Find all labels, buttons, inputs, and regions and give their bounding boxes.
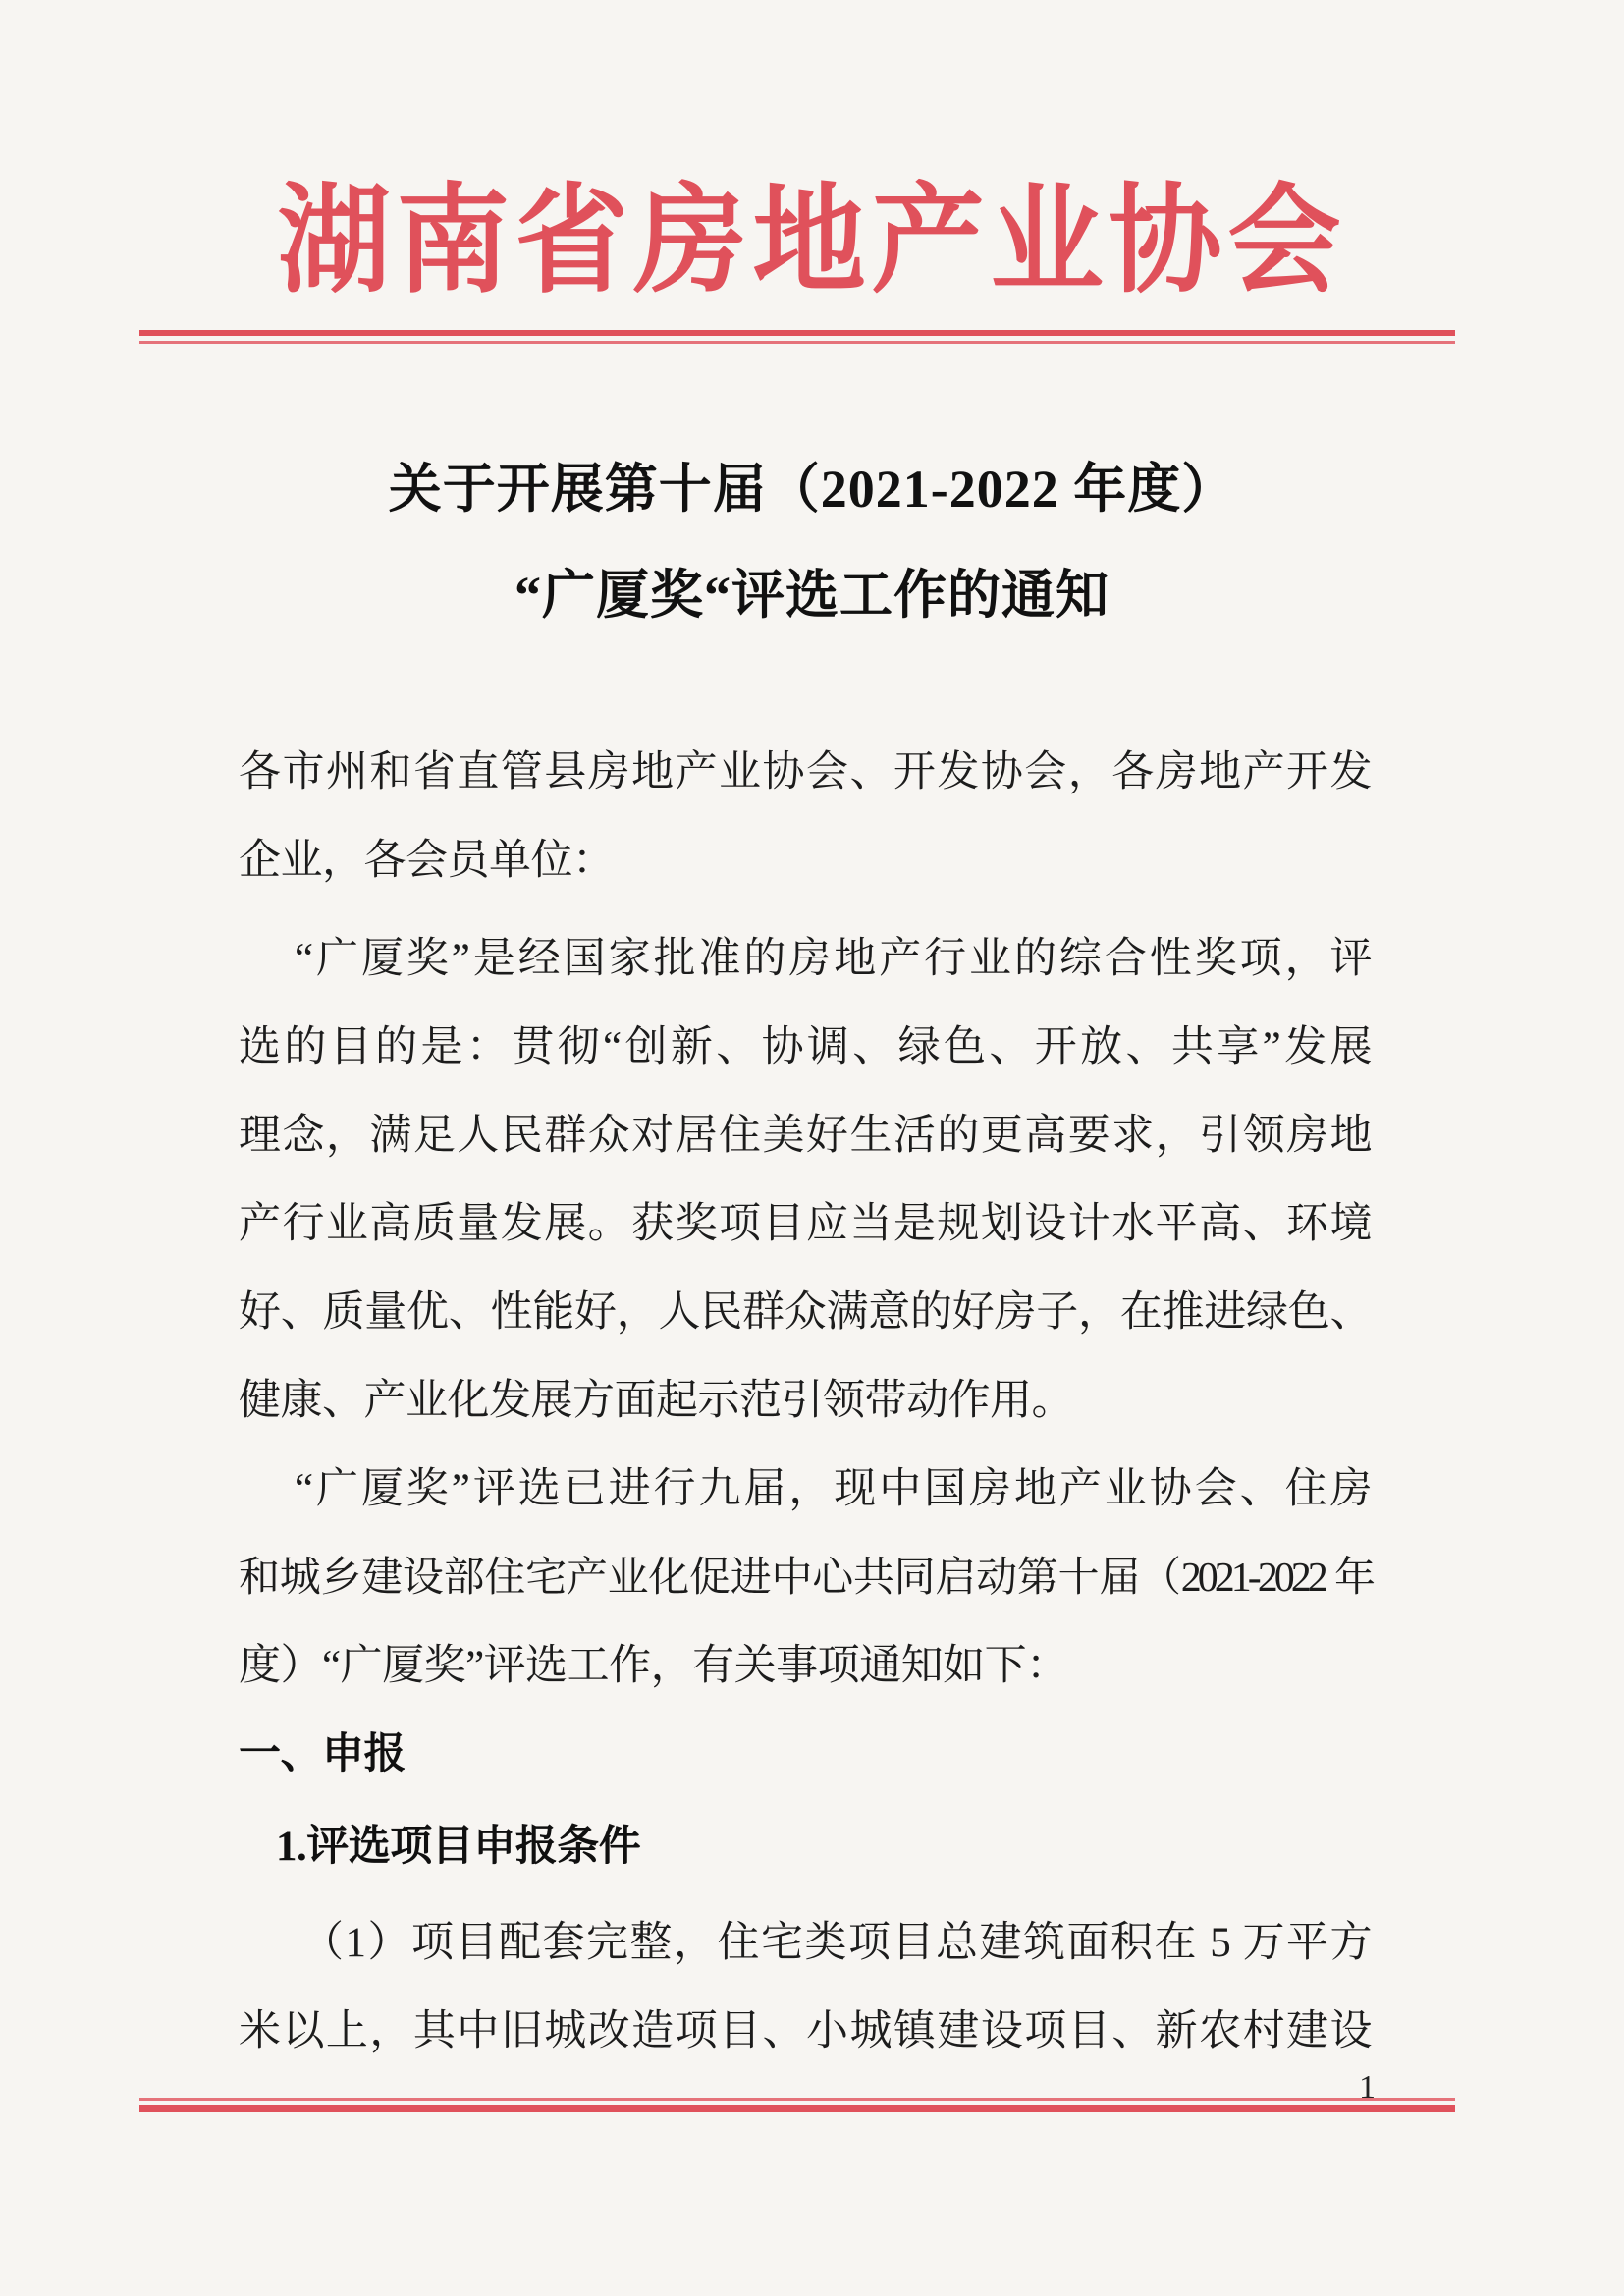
body-line: 米以上，其中旧城改造项目、小城镇建设项目、新农村建设 (239, 2008, 1372, 2054)
header-rule-thin (139, 341, 1455, 344)
body-line: 各市州和省直管县房地产业协会、开发协会，各房地产开发 (239, 749, 1372, 795)
subsection-heading-text: 1.评选项目申报条件 (276, 1824, 641, 1870)
header-rule-thick (139, 330, 1455, 336)
body-line: 度）“广厦奖”评选工作，有关事项通知如下： (239, 1643, 1068, 1689)
body-line: （1）项目配套完整，住宅类项目总建筑面积在 5 万平方 (301, 1920, 1372, 1966)
page-number: 1 (1359, 2069, 1376, 2105)
section-heading-text: 一、申报 (239, 1731, 406, 1777)
org-name-header: 湖南省房地产业协会 (277, 176, 1347, 306)
document-title (0, 436, 1624, 648)
body-line: 产行业高质量发展。获奖项目应当是规划设计水平高、环境 (239, 1201, 1372, 1247)
body-line: 选的目的是：贯彻“创新、协调、绿色、开放、共享”发展 (239, 1024, 1372, 1070)
body-line: 和城乡建设部住宅产业化促进中心共同启动第十届（2021-2022 年 (239, 1556, 1372, 1601)
body-line: 企业，各会员单位： (239, 838, 615, 884)
document-body (239, 729, 1372, 2076)
award-intro-paragraph (239, 915, 1372, 1446)
body-line: 健康、产业化发展方面起示范引领带动作用。 (239, 1378, 1073, 1424)
salutation-paragraph (239, 729, 1372, 905)
document-title-line2: “广厦奖“评选工作的通知 (514, 566, 1110, 625)
footer-rule-thick (139, 2105, 1455, 2112)
body-line: “广厦奖”评选已进行九届，现中国房地产业协会、住房 (295, 1466, 1372, 1512)
section-heading-declaration (239, 1711, 1372, 1799)
body-line: 理念，满足人民群众对居住美好生活的更高要求，引领房地 (239, 1113, 1372, 1159)
body-line: “广厦奖”是经国家批准的房地产行业的综合性奖项，评 (295, 936, 1372, 982)
body-line: 好、质量优、性能好，人民群众满意的好房子，在推进绿色、 (239, 1289, 1372, 1336)
launch-paragraph (239, 1446, 1372, 1711)
subsection-heading-criteria (239, 1803, 1372, 1891)
footer-rule-thin (139, 2098, 1455, 2101)
criteria-item-paragraph (239, 1899, 1372, 2076)
document-title-line1: 关于开展第十届（2021-2022 年度） (388, 460, 1236, 519)
